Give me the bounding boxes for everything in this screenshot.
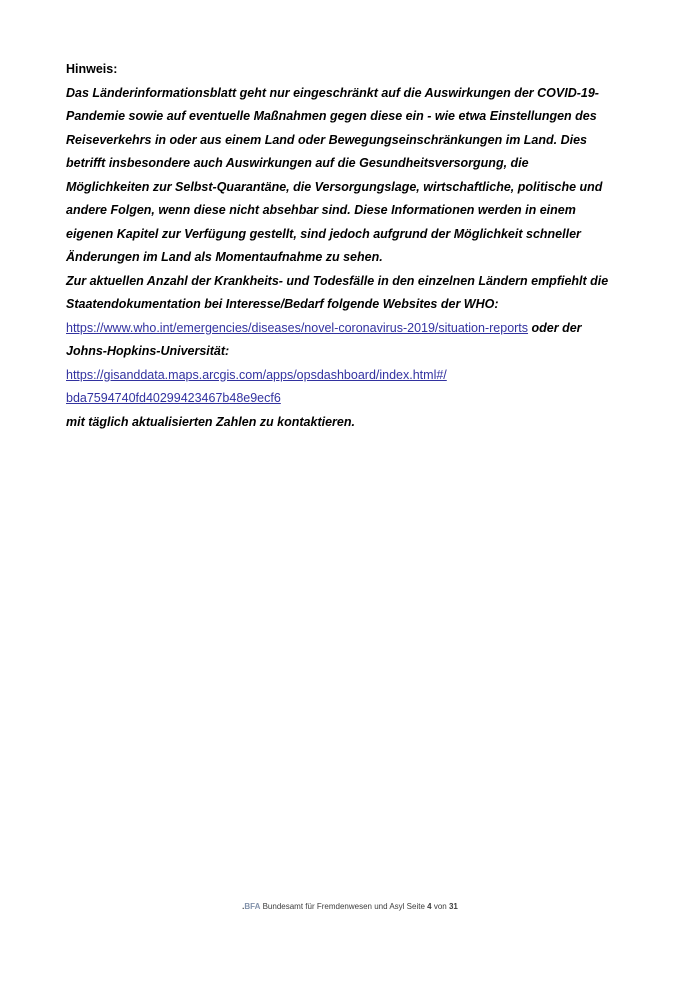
text-segment: eigenen Kapitel zur Verfügung gestellt, sind jedoch aufgrund der Möglichkeit schneller — [66, 226, 581, 241]
text-segment: mit täglich aktualisierten Zahlen zu kontaktieren. — [66, 414, 355, 429]
text-line — [66, 246, 641, 270]
text-line — [66, 82, 641, 106]
text-line — [66, 364, 641, 388]
footer-page-number: 4 — [427, 902, 432, 911]
hyperlink[interactable]: https://gisanddata.maps.arcgis.com/apps/opsdashboard/index.html#/ — [66, 367, 447, 382]
bfa-logo: BFA — [244, 902, 261, 911]
text-line — [66, 129, 641, 153]
footer-separator: von — [431, 902, 449, 911]
page-footer — [0, 901, 700, 913]
text-segment: Staatendokumentation bei Interesse/Bedarf folgende Websites der WHO: — [66, 297, 499, 311]
text-segment: Möglichkeiten zur Selbst-Quarantäne, die Versorgungslage, wirtschaftliche, politische und — [66, 179, 603, 194]
text-segment: Zur aktuellen Anzahl der Krankheits- und Todesfälle in den einzelnen Ländern empfiehlt die — [66, 273, 609, 288]
text-segment: Johns-Hopkins-Universität: — [66, 344, 230, 358]
text-line — [66, 411, 641, 435]
text-line — [66, 105, 641, 129]
text-segment: betrifft insbesondere auch Auswirkungen auf die Gesundheitsversorgung, die — [66, 156, 529, 170]
text-line — [66, 340, 641, 364]
text-line — [66, 152, 641, 176]
text-segment: oder der — [528, 320, 582, 335]
text-segment: Änderungen im Land als Momentaufnahme zu sehen. — [66, 250, 383, 264]
text-segment: Das Länderinformationsblatt geht nur eingeschränkt auf die Auswirkungen der COVID-19- — [66, 85, 599, 100]
footer-org-text: Bundesamt für Fremdenwesen und Asyl Seite — [260, 902, 428, 911]
text-segment: Pandemie sowie auf eventuelle Maßnahmen gegen diese ein - wie etwa Einstellungen des — [66, 109, 597, 123]
text-line — [66, 199, 641, 223]
text-line — [66, 176, 641, 200]
text-segment: Reiseverkehrs in oder aus einem Land oder Bewegungseinschränkungen im Land. Dies — [66, 132, 587, 147]
hyperlink[interactable]: https://www.who.int/emergencies/diseases/novel-coronavirus-2019/situation-reports — [66, 320, 529, 335]
document-body — [66, 58, 641, 434]
text-segment: andere Folgen, wenn diese nicht absehbar sind. Diese Informationen werden in einem — [66, 203, 576, 217]
hyperlink[interactable]: bda7594740fd40299423467b48e9ecf6 — [66, 391, 281, 405]
text-line — [66, 223, 641, 247]
text-line — [66, 317, 641, 341]
text-line — [66, 293, 641, 317]
bfa-logo-dot: . — [242, 902, 245, 911]
text-line — [66, 387, 641, 411]
text-line — [66, 58, 641, 82]
footer-total-pages: 31 — [448, 902, 458, 911]
text-line — [66, 270, 641, 294]
text-segment: Hinweis: — [66, 62, 118, 76]
